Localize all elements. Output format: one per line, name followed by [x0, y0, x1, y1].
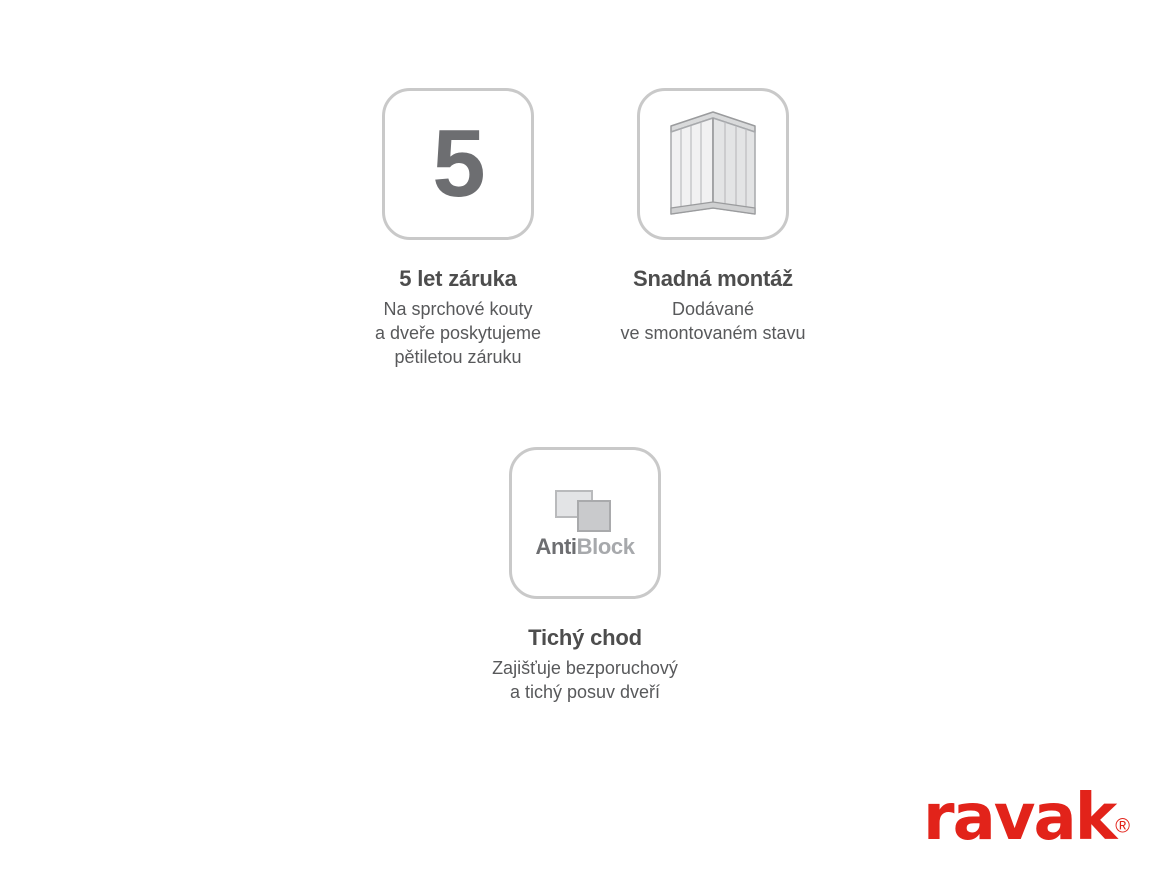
brand-logo [923, 781, 1130, 855]
warranty-icon-box [382, 88, 534, 240]
feature-desc-line: ve smontovaném stavu [620, 323, 806, 344]
feature-desc-line: Na sprchové kouty [383, 299, 533, 320]
antiblock-squares-graphic [547, 488, 623, 534]
feature-desc-line: a dveře poskytujeme [374, 323, 542, 344]
antiblock-word-block: Block [576, 534, 635, 559]
feature-desc-line: a tichý posuv dveří [509, 682, 661, 703]
feature-item-warranty [328, 88, 588, 370]
assembly-icon-box [637, 88, 789, 240]
brand-name: ravak [923, 781, 1116, 855]
antiblock-icon-box [509, 447, 661, 599]
number-five-icon: 5 [432, 110, 484, 217]
feature-desc-line: Zajišťuje bezporuchový [492, 658, 678, 679]
feature-desc-quiet-run [455, 657, 715, 705]
antiblock-icon [512, 450, 658, 596]
antiblock-word-anti: Anti [535, 534, 577, 559]
feature-title-warranty: 5 let záruka [399, 266, 517, 291]
feature-desc-line: Dodávané [671, 299, 755, 320]
shower-enclosure-icon [661, 108, 765, 220]
antiblock-wordmark [535, 536, 634, 558]
feature-title-quiet-run: Tichý chod [528, 625, 642, 650]
antiblock-square-front [577, 500, 611, 532]
registered-trademark-icon: ® [1115, 815, 1130, 838]
feature-item-quiet-run [455, 447, 715, 705]
feature-title-easy-assembly: Snadná montáž [633, 266, 793, 291]
feature-item-easy-assembly [583, 88, 843, 346]
feature-desc-warranty [328, 298, 588, 369]
feature-desc-easy-assembly [583, 298, 843, 346]
feature-desc-line: pětiletou záruku [394, 346, 522, 367]
